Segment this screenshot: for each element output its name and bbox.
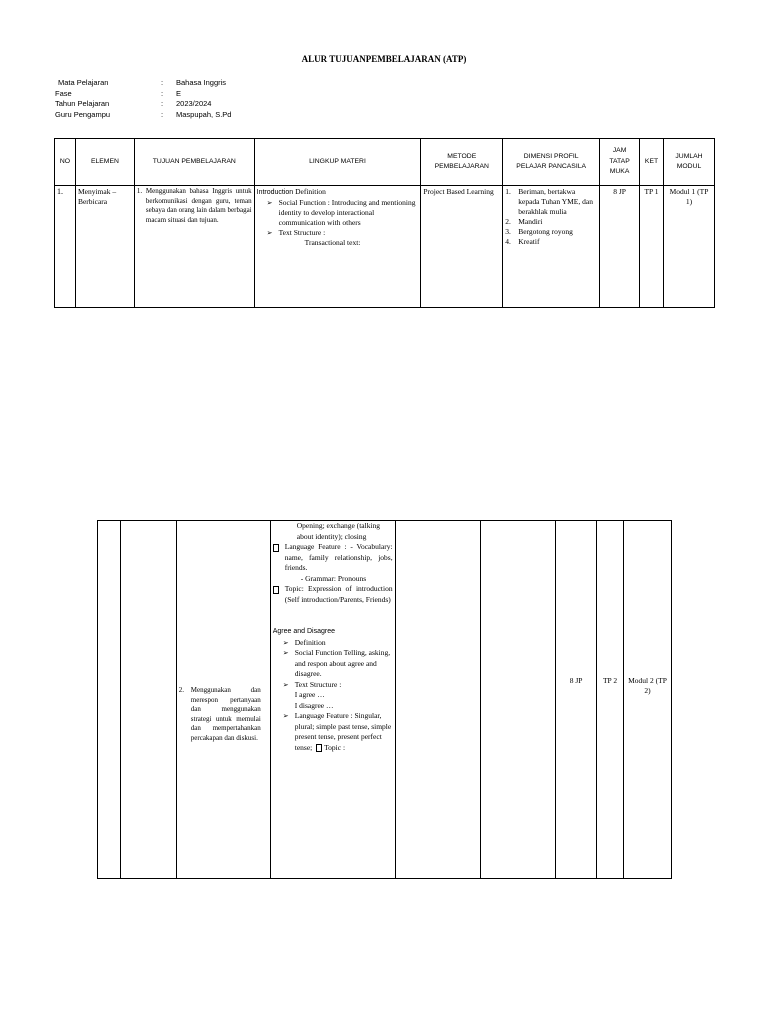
meta-block [55, 78, 315, 120]
arrow-bullet-icon: ➢ [266, 199, 273, 207]
cell-metode: Project Based Learning [421, 186, 503, 308]
table-row [55, 186, 715, 308]
list-item: 4. Kreatif [505, 237, 540, 246]
meta-label: Mata Pelajaran [58, 78, 109, 87]
meta-row [55, 89, 315, 100]
header-ket: KET [640, 139, 664, 186]
arrow-bullet-icon: ➢ [282, 649, 289, 657]
tujuan-text: Menggunakan dan merespon pertanyaan dan menggunakan strategi untuk memulai dan mempertahankan percakapan dan diskusi. [190, 686, 261, 742]
agree-sub-1: I agree … [294, 690, 325, 699]
cell-no [98, 521, 121, 879]
list-item: ➢ Social Function : Introducing and mentioning identity to develop interactional communication with others [266, 198, 416, 227]
tujuan-number: 1. [136, 187, 143, 195]
cont-opening: Opening; exchange (talking about identity); closing [296, 521, 381, 541]
cell-lingkup [254, 186, 421, 308]
header-jumlah: JUMLAH MODUL [664, 139, 715, 186]
cell-elemen: Menyimak – Berbicara [75, 186, 134, 308]
header-jam: JAM TATAP MUKA [600, 139, 640, 186]
arrow-bullet-icon: ➢ [266, 229, 273, 237]
meta-colon: : [161, 109, 164, 119]
cont-topic: Topic: Expression of introduction (Self introduction/Parents, Friends) [284, 584, 393, 604]
meta-value: E [176, 88, 182, 98]
document-title: ALUR TUJUANPEMBELAJARAN (ATP) [301, 54, 467, 64]
ket-value: TP 2 [602, 676, 618, 685]
header-tujuan: TUJUAN PEMBELAJARAN [134, 139, 254, 186]
atp-table-page-2 [97, 520, 672, 879]
list-item: ➢ Text Structure : [266, 228, 326, 237]
lingkup-sub: Transactional text: [304, 238, 361, 247]
meta-row [55, 110, 315, 121]
arrow-bullet-icon: ➢ [282, 680, 289, 689]
list-item: ➢ Social Function Telling, asking, and respon about agree and disagree. [282, 648, 391, 678]
cell-metode [395, 521, 481, 879]
meta-label: Tahun Pelajaran [55, 99, 110, 108]
jam-value: 8 JP [569, 676, 583, 685]
meta-label: Fase [55, 88, 72, 98]
cell-dimensi [481, 521, 556, 879]
header-no: NO [55, 139, 76, 186]
atp-table-page-1 [54, 138, 715, 308]
agree-sub-2: I disagree … [294, 700, 334, 710]
cell-jumlah: Modul 1 (TP 1) [664, 186, 715, 308]
cell-jam [556, 521, 597, 879]
cell-no: 1. [55, 186, 76, 308]
meta-colon: : [161, 99, 164, 108]
table-row [98, 521, 672, 879]
meta-colon: : [161, 78, 164, 87]
cell-jumlah [624, 521, 672, 879]
meta-value: 2023/2024 [176, 99, 212, 108]
meta-label: Guru Pengampu [55, 109, 111, 119]
cell-tujuan [176, 521, 270, 879]
list-item: ➢ Definition [282, 637, 326, 647]
tujuan-text: Menggunakan bahasa Inggris untuk berkomunikasi dengan guru, teman sebaya dan orang lain dalam berbagai macam situasi dan tujuan. [145, 187, 252, 224]
cont-grammar: - Grammar: Pronouns [300, 573, 367, 583]
cell-tujuan [134, 186, 254, 308]
arrow-bullet-icon: ➢ [282, 638, 289, 647]
cell-ket [597, 521, 624, 879]
arrow-bullet-icon: ➢ [282, 712, 289, 720]
checkbox-icon [273, 544, 279, 552]
header-dimensi: DIMENSI PROFIL PELAJAR PANCASILA [503, 139, 600, 186]
header-elemen: ELEMEN [75, 139, 134, 186]
cell-ket: TP 1 [640, 186, 664, 308]
cell-elemen [120, 521, 176, 879]
header-lingkup: LINGKUP MATERI [254, 139, 421, 186]
cell-jam: 8 JP [600, 186, 640, 308]
list-item: 1. Beriman, bertakwa kepada Tuhan YME, dan berakhlak mulia [505, 187, 593, 216]
meta-value: Bahasa Inggris [176, 78, 227, 87]
meta-row [55, 99, 315, 110]
meta-row [55, 78, 315, 89]
meta-value: Maspupah, S.Pd [176, 109, 232, 119]
list-item: ➢ Text Structure : [282, 679, 342, 689]
header-metode: METODE PEMBELAJARAN [421, 139, 503, 186]
list-item: 2. Mandiri [505, 217, 543, 226]
table-header-row [55, 139, 715, 186]
tujuan-number: 2. [178, 686, 185, 694]
cont-language: Language Feature : - Vocabulary: name, family relationship, jobs, friends. [284, 542, 393, 572]
meta-colon: : [161, 88, 164, 98]
list-item: ➢ Language Feature : Singular, plural; simple past tense, simple present tense, present perfect tense; Topic : [282, 711, 392, 752]
checkbox-icon [316, 744, 322, 752]
cell-dimensi [503, 186, 600, 308]
checkbox-icon [273, 586, 279, 594]
lingkup-definition: Definition [295, 187, 326, 196]
jumlah-value: Modul 2 (TP 2) [628, 676, 667, 695]
agree-heading: Agree and Disagree [272, 628, 336, 635]
list-item: 3. Bergotong royong [505, 227, 573, 236]
lingkup-heading: Introduction [256, 189, 294, 196]
cell-lingkup [270, 521, 395, 879]
